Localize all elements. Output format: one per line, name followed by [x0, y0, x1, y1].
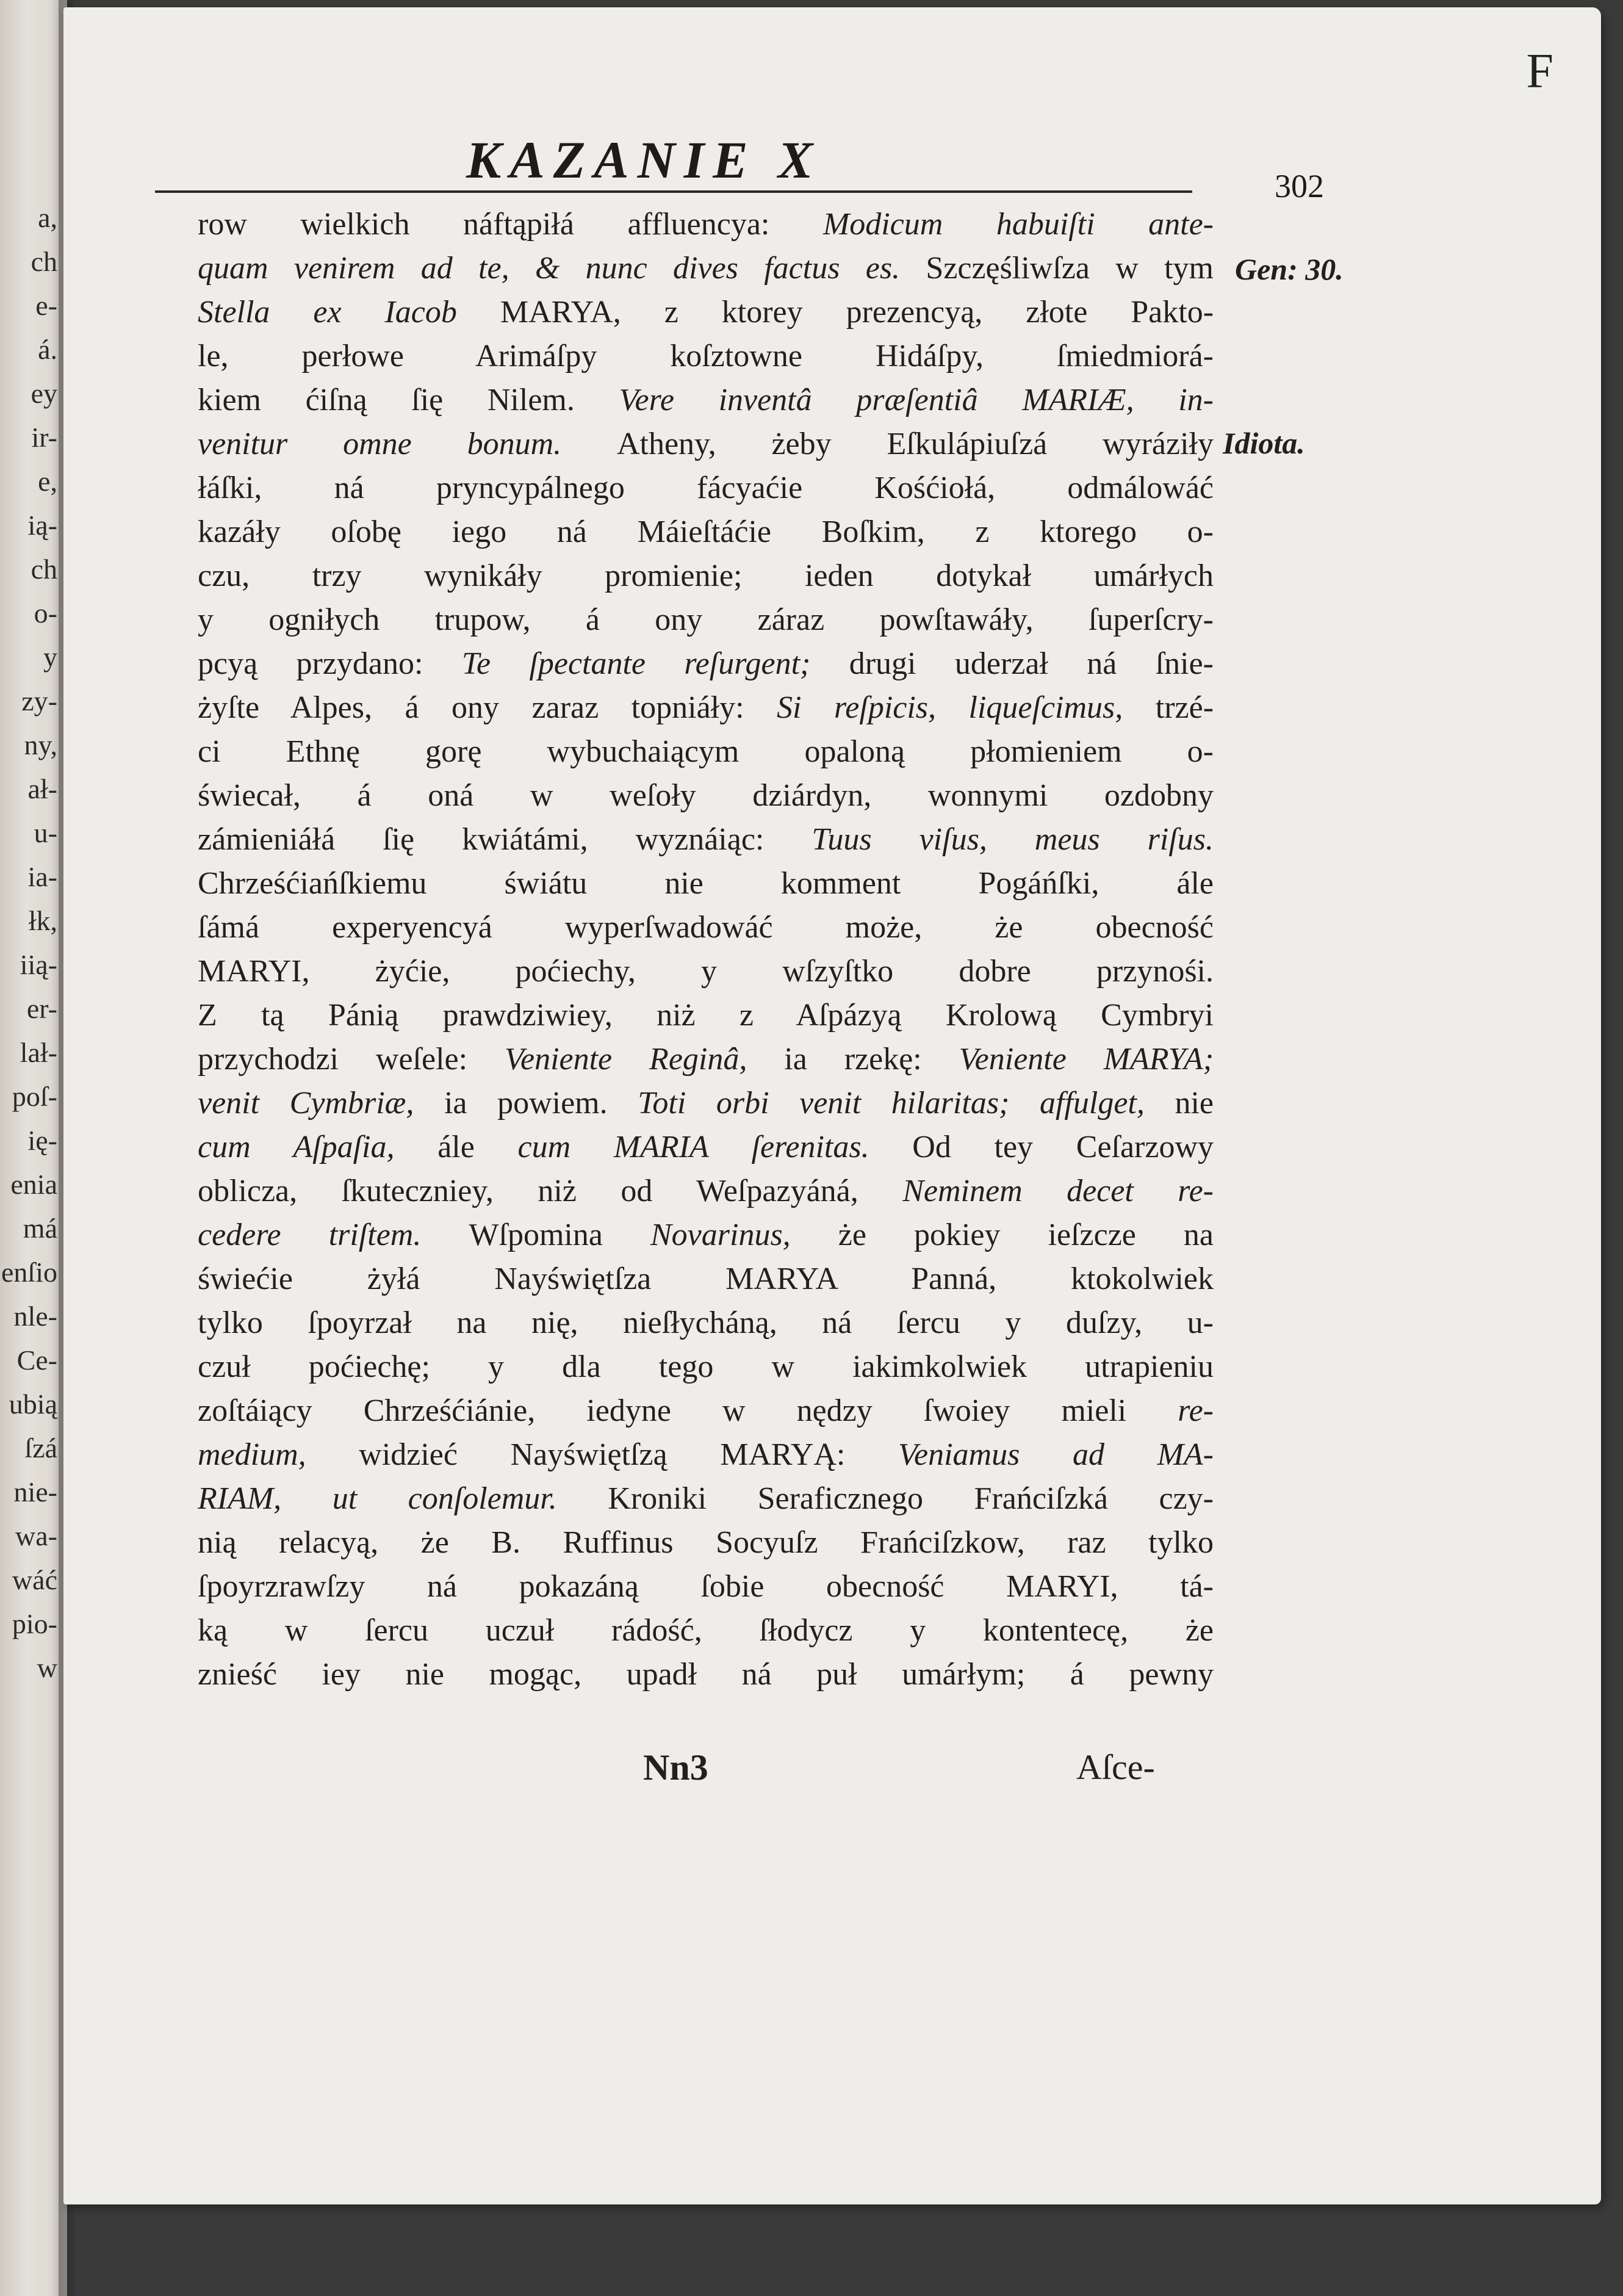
latin-quote: Novarinus, — [650, 1218, 838, 1252]
text-line — [198, 554, 1214, 598]
page-number: 302 — [1275, 168, 1324, 204]
text-line — [198, 862, 1214, 906]
text-line — [198, 1389, 1214, 1433]
text-line — [198, 950, 1214, 994]
left-page-fragment: ir- — [31, 422, 57, 453]
latin-quote: venit Cymbriæ, — [198, 1086, 444, 1121]
left-page-fragment: ię- — [27, 1125, 57, 1156]
left-page-edge — [0, 0, 67, 2296]
text-line — [198, 1565, 1214, 1609]
text-segment: ia rzekę: — [784, 1042, 959, 1077]
text-segment: oblicza, ſkuteczniey, niż od Weſpazyáná, — [198, 1174, 903, 1208]
latin-quote: Veniente MARYA; — [959, 1042, 1214, 1077]
text-line — [198, 598, 1214, 642]
left-page-fragment: má — [23, 1213, 57, 1244]
left-page-fragment: w — [37, 1652, 57, 1683]
text-line — [198, 510, 1214, 554]
text-segment: kiem ćiſną ſię Nilem. — [198, 383, 619, 417]
text-line — [198, 1169, 1214, 1213]
left-page-fragment: ſzá — [24, 1432, 57, 1464]
left-page-fragment: łk, — [28, 905, 57, 936]
latin-quote: venitur omne bonum. — [198, 427, 617, 461]
text-segment: ále — [437, 1130, 518, 1164]
left-page-fragment: ią- — [27, 510, 57, 541]
text-segment: czu, trzy wynikáły promienie; ieden dotykał umárłych — [198, 558, 1214, 593]
left-page-fragment: u- — [34, 817, 57, 848]
latin-quote: Si reſpicis, liqueſcimus, — [777, 690, 1156, 725]
text-line — [198, 1653, 1214, 1697]
latin-quote: cum MARIA ſerenitas. — [517, 1130, 913, 1164]
latin-quote: Neminem decet re- — [902, 1174, 1214, 1208]
left-page-fragment: nle- — [13, 1301, 57, 1332]
text-segment: nią relacyą, że B. Ruffinus Socyuſz Frańciſzkow, raz tylko — [198, 1525, 1214, 1560]
left-page-fragment: ia- — [27, 861, 57, 892]
book-page — [63, 7, 1601, 2204]
text-line — [198, 818, 1214, 862]
text-line — [198, 686, 1214, 730]
text-segment: MARYA, z ktorey prezencyą, złote Pakto- — [500, 295, 1214, 330]
left-page-fragment: ey — [31, 378, 57, 409]
running-title: KAZANIE X — [466, 131, 822, 189]
text-segment: zámieniáłá ſię kwiátámi, wyznáiąc: — [198, 822, 812, 857]
text-segment: żyſte Alpes, á ony zaraz topniáły: — [198, 690, 777, 725]
text-segment: Wſpomina — [469, 1218, 650, 1252]
text-line — [198, 730, 1214, 774]
text-segment: MARYI, żyćie, poćiechy, y wſzyſtko dobre przynośi. — [198, 954, 1214, 989]
latin-quote: cedere triſtem. — [198, 1218, 469, 1252]
text-segment: znieść iey nie mogąc, upadł ná puł umárłym; á pewny — [198, 1657, 1214, 1692]
left-page-fragment: a, — [38, 202, 57, 233]
latin-quote: Tuus viſus, meus riſus. — [812, 822, 1214, 857]
margin-note-idiota: Idiota. — [1223, 426, 1305, 460]
text-line — [198, 1081, 1214, 1125]
latin-quote: Modicum habuiſti ante- — [822, 207, 1214, 242]
text-segment: widzieć Nayświętſzą MARYĄ: — [359, 1437, 899, 1472]
left-page-fragment: ał- — [27, 773, 57, 804]
text-line — [198, 1345, 1214, 1389]
left-page-fragment: enſio — [1, 1257, 57, 1288]
latin-quote: Veniente Reginâ, — [505, 1042, 785, 1077]
left-page-fragment: ny, — [24, 729, 57, 760]
left-page-fragment: poſ- — [12, 1081, 57, 1112]
text-segment: row wielkich náftąpiłá affluencya: — [198, 207, 823, 242]
signature-mark: Nn3 — [643, 1747, 708, 1788]
text-line — [198, 1038, 1214, 1081]
latin-quote: quam venirem ad te, & nunc dives factus es. — [198, 251, 926, 286]
text-line — [198, 774, 1214, 818]
latin-quote: cum Aſpaſia, — [198, 1130, 438, 1164]
text-line — [198, 906, 1214, 950]
text-segment: zoſtáiący Chrześćiánie, iedyne w nędzy ſwoiey mieli — [198, 1393, 1178, 1428]
text-segment: le, perłowe Arimáſpy koſztowne Hidáſpy, ſmiedmiorá- — [198, 339, 1214, 374]
text-line — [198, 247, 1214, 291]
text-segment: świecał, á oná w weſoły dziárdyn, wonnymi ozdobny — [198, 778, 1214, 813]
text-line — [198, 291, 1214, 334]
latin-quote: Toti orbi venit hilaritas; affulget, — [638, 1086, 1175, 1121]
text-segment: nie — [1175, 1086, 1214, 1121]
text-segment: świećie żyłá Nayświętſza MARYA Panná, ktokolwiek — [198, 1262, 1214, 1296]
latin-quote: Te ſpectante reſurgent; — [461, 646, 849, 681]
body-text — [198, 203, 1214, 1697]
text-segment: Chrześćiańſkiemu świátu nie komment Pogáńſki, ále — [198, 866, 1214, 901]
left-page-fragment: enia — [10, 1169, 57, 1200]
text-line — [198, 466, 1214, 510]
latin-quote: Veniamus ad MA- — [898, 1437, 1214, 1472]
text-segment: drugi uderzał ná ſnie- — [849, 646, 1214, 681]
text-segment: Z tą Pánią prawdziwiey, niż z Aſpázyą Krolową Cymbryi — [198, 998, 1214, 1033]
text-segment: łáſki, ná pryncypálnego fácyaćie Kośćiołá, odmálowáć — [198, 471, 1214, 505]
text-line — [198, 422, 1214, 466]
text-segment: czuł poćiechę; y dla tego w iakimkolwiek utrapieniu — [198, 1349, 1214, 1384]
left-page-fragment: nie- — [13, 1476, 57, 1507]
text-segment: Od tey Ceſarzowy — [912, 1130, 1214, 1164]
text-segment: że pokiey ieſzcze na — [838, 1218, 1214, 1252]
latin-quote: medium, — [198, 1437, 359, 1472]
text-segment: ci Ethnę gorę wybuchaiącym opaloną płomieniem o- — [198, 734, 1214, 769]
left-page-fragment: wa- — [15, 1520, 57, 1551]
catchword: Aſce- — [1076, 1747, 1155, 1787]
latin-quote: re- — [1178, 1393, 1214, 1428]
text-line — [198, 1433, 1214, 1477]
text-segment: Kroniki Seraficznego Frańciſzká czy- — [608, 1481, 1214, 1516]
text-line — [198, 994, 1214, 1038]
text-line — [198, 1257, 1214, 1301]
left-page-fragment: er- — [26, 993, 57, 1024]
text-line — [198, 1125, 1214, 1169]
text-line — [198, 1213, 1214, 1257]
left-page-fragment: lał- — [20, 1037, 57, 1068]
text-segment: ką w ſercu uczuł rádość, ſłodycz y kontentecę, że — [198, 1613, 1214, 1648]
left-page-fragment: Ce- — [16, 1345, 57, 1376]
text-segment: pcyą przydano: — [198, 646, 462, 681]
latin-quote: RIAM, ut conſolemur. — [198, 1481, 608, 1516]
text-segment: Atheny, żeby Eſkulápiuſzá wyráziły — [616, 427, 1214, 461]
text-segment: ia powiem. — [444, 1086, 638, 1121]
left-page-fragment: ch — [31, 554, 57, 585]
left-page-fragment: y — [43, 641, 57, 673]
text-line — [198, 1521, 1214, 1565]
left-page-fragment: wáć — [12, 1564, 57, 1595]
text-line — [198, 1477, 1214, 1521]
text-segment: kazáły oſobę iego ná Máieſtáćie Boſkim, z ktorego o- — [198, 514, 1214, 549]
left-page-fragment: iią- — [20, 949, 57, 980]
text-line — [198, 1609, 1214, 1653]
text-line — [198, 378, 1214, 422]
text-segment: tylko ſpoyrzał na nię, nieſłycháną, ná ſercu y duſzy, u- — [198, 1305, 1214, 1340]
left-page-fragment: pio- — [12, 1608, 57, 1639]
text-line — [198, 1301, 1214, 1345]
text-segment: y ogniłych trupow, á ony záraz powſtawáły, ſuperſcry- — [198, 602, 1214, 637]
left-page-fragment: o- — [34, 597, 57, 629]
corner-mark: F — [1526, 45, 1553, 98]
margin-note-gen: Gen: 30. — [1235, 252, 1344, 286]
text-segment: ſámá experyencyá wyperſwadowáć może, że obecność — [198, 910, 1214, 945]
text-segment: ſpoyrzrawſzy ná pokazáną ſobie obecność MARYI, tá- — [198, 1569, 1214, 1604]
left-page-fragment: e, — [38, 466, 57, 497]
text-line — [198, 334, 1214, 378]
text-segment: Szczęśliwſza w tym — [926, 251, 1214, 286]
text-segment: przychodzi weſele: — [198, 1042, 505, 1077]
left-page-fragment: á. — [38, 334, 57, 365]
header-rule — [155, 190, 1192, 193]
text-segment: trzé- — [1155, 690, 1214, 725]
left-page-fragment: ch — [31, 246, 57, 277]
text-line — [198, 642, 1214, 686]
latin-quote: Vere inventâ præſentiâ MARIÆ, in- — [619, 383, 1214, 417]
left-page-fragment: ubią — [9, 1388, 57, 1420]
text-line — [198, 203, 1214, 247]
latin-quote: Stella ex Iacob — [198, 295, 500, 330]
left-page-fragment: zy- — [21, 685, 57, 717]
left-page-fragment: e- — [35, 290, 57, 321]
